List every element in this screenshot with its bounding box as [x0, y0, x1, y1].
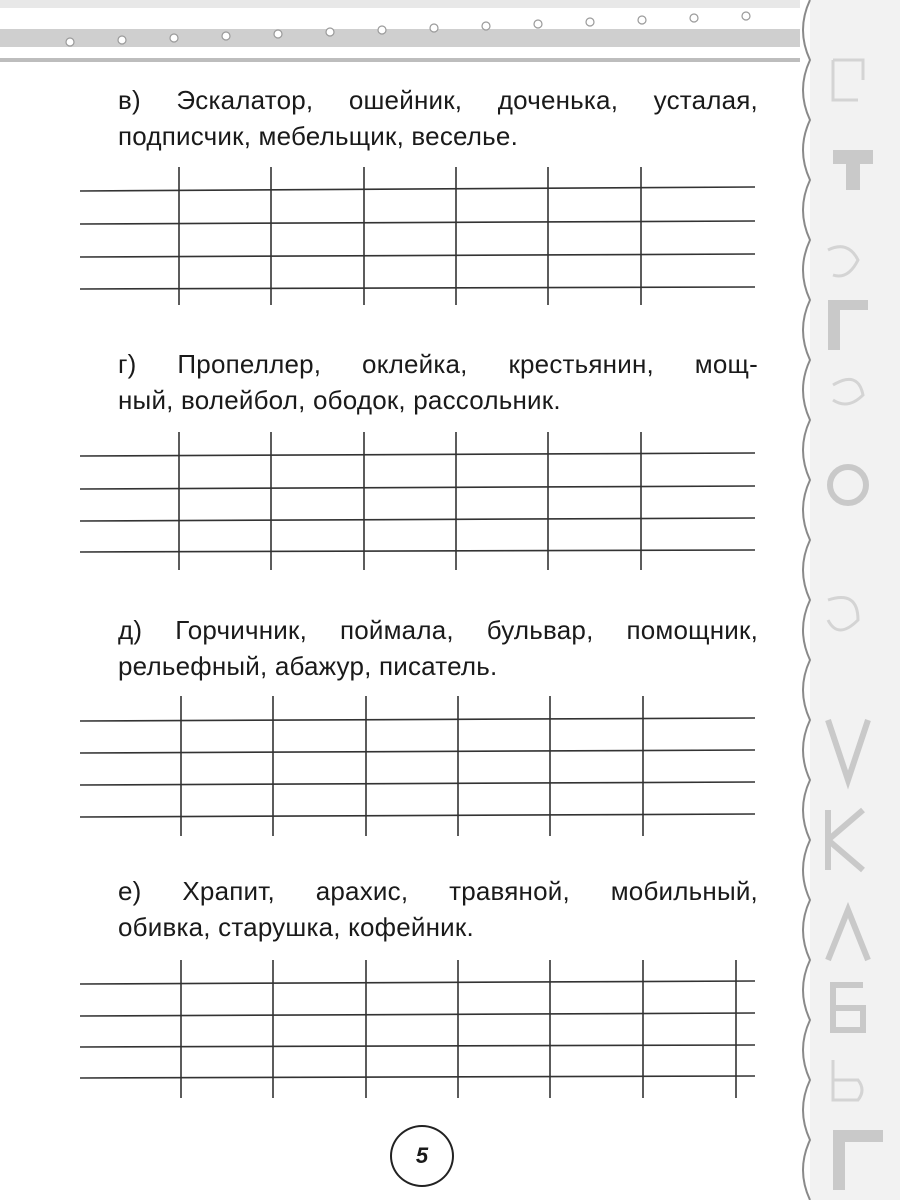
writing-grid: [80, 956, 760, 1101]
exercise-d: [118, 612, 758, 684]
writing-grid: [80, 694, 760, 839]
exercise-letter: в): [118, 85, 141, 115]
notebook-top-band: [0, 0, 800, 70]
writing-grid: [80, 428, 760, 573]
exercise-words-line1: Пропеллер, оклейка, крестьянин, мощ-: [177, 349, 758, 379]
exercise-words-line1: Храпит, арахис, травяной, мобильный,: [182, 876, 758, 906]
exercise-text: [118, 82, 758, 118]
exercise-letter: д): [118, 615, 143, 645]
exercise-words-line2: подписчик, мебельщик, веселье.: [118, 121, 519, 151]
decorative-side-border: [788, 0, 900, 1200]
exercise-words-line1: Горчичник, поймала, бульвар, помощник,: [175, 615, 758, 645]
exercise-e: [118, 873, 758, 945]
exercise-words-line2: рельефный, абажур, писатель.: [118, 651, 498, 681]
page-number: 5: [390, 1125, 454, 1187]
exercise-text: [118, 873, 758, 909]
writing-grid: [80, 163, 760, 308]
exercise-text: [118, 612, 758, 648]
exercise-g: [118, 346, 758, 418]
exercise-words-line2: ный, волейбол, ободок, рассольник.: [118, 385, 561, 415]
exercise-letter: е): [118, 876, 142, 906]
exercise-v: [118, 82, 758, 154]
exercise-words-line1: Эскалатор, ошейник, доченька, усталая,: [176, 85, 758, 115]
exercise-words-line2: обивка, старушка, кофейник.: [118, 912, 474, 942]
exercise-letter: г): [118, 349, 137, 379]
exercise-text: [118, 346, 758, 382]
